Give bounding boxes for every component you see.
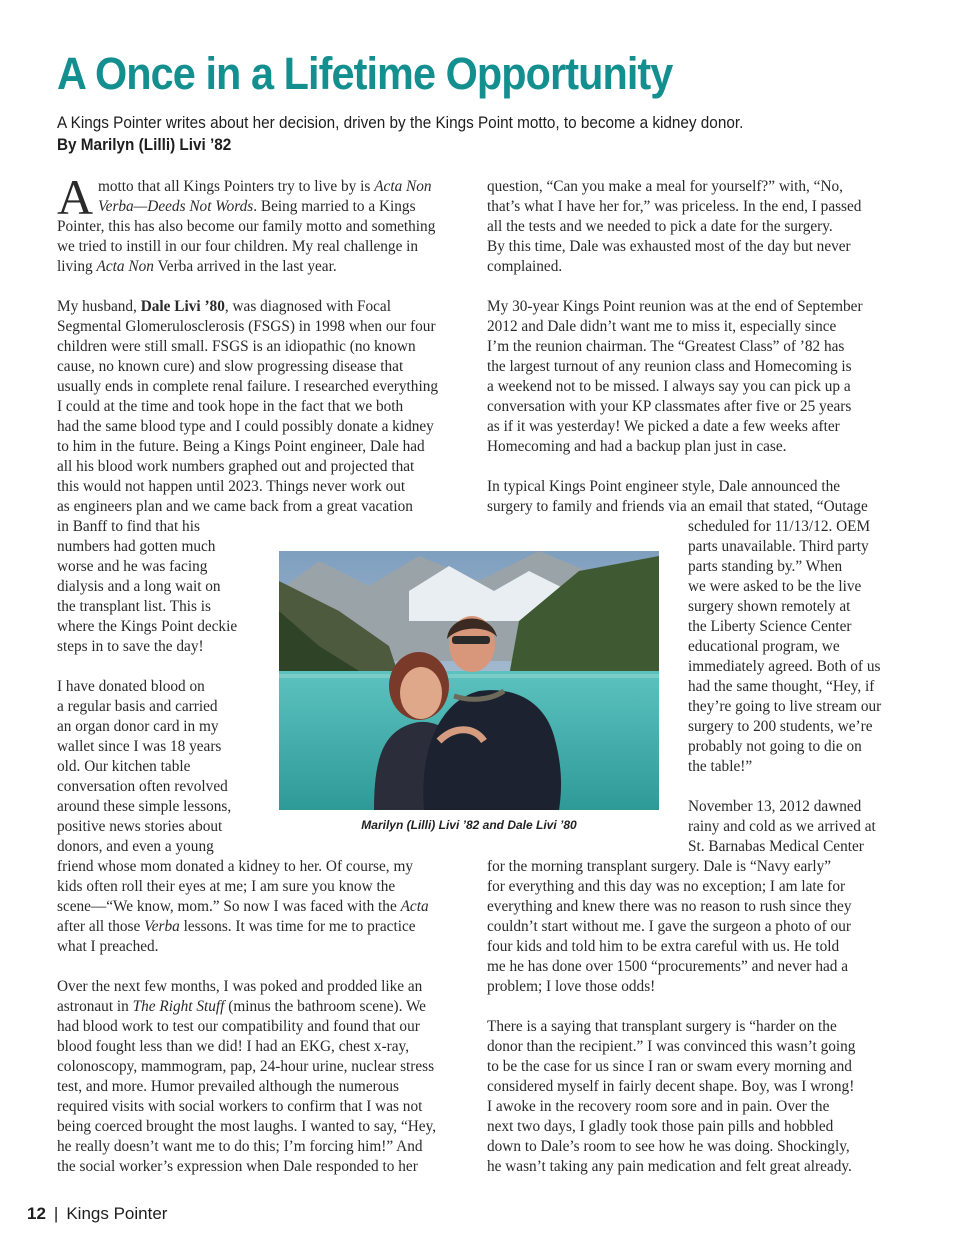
text-line: donor than the recipient.” I was convinced this wasn’t going bbox=[487, 1038, 856, 1055]
text-line: test, and more. Humor prevailed although the numerous bbox=[57, 1078, 399, 1095]
text-line: for everything and this day was no exception; I am late for bbox=[487, 878, 846, 895]
text-line: that’s what I have her for,” was priceless. In the end, I passed bbox=[487, 198, 862, 215]
text-line: the table!” bbox=[688, 758, 753, 775]
text-line: blood fought less than we did! I had an EKG, chest x-ray, bbox=[57, 1038, 410, 1055]
text-line: educational program, we bbox=[688, 638, 840, 655]
text-line: down to Dale’s room to see how he was doing. Shockingly, bbox=[487, 1138, 850, 1155]
text-line: probably not going to die on bbox=[688, 738, 862, 755]
text-line: had blood work to test our compatibility and found that our bbox=[57, 1018, 420, 1035]
paragraph-5 bbox=[487, 177, 897, 277]
text-line: to be the case for us since I ran or swam every morning and bbox=[487, 1058, 852, 1075]
text-line: we were asked to be the live bbox=[688, 578, 862, 595]
text-line: as engineers plan and we came back from a great vacation bbox=[57, 498, 413, 515]
text-line: living Acta Non Verba arrived in the last year. bbox=[57, 258, 337, 275]
text-line: Pointer, this has also become our family motto and something bbox=[57, 218, 436, 235]
text-line: the largest turnout of any reunion class and Homecoming is bbox=[487, 358, 852, 375]
text-line: positive news stories about bbox=[57, 818, 223, 835]
text-line: he really doesn’t want me to do this; I’m forcing him!” And bbox=[57, 1138, 423, 1155]
text-line: considered myself in fairly decent shape. Boy, was I wrong! bbox=[487, 1078, 855, 1095]
article-subtitle: A Kings Pointer writes about her decision, driven by the Kings Point motto, to become a kidney donor. bbox=[57, 113, 744, 132]
text-line: four kids and told him to be extra careful with us. He told bbox=[487, 938, 840, 955]
text-line: where the Kings Point deckie bbox=[57, 618, 238, 635]
text-line: next two days, I gladly took those pain pills and hobbled bbox=[487, 1118, 834, 1135]
page-footer bbox=[27, 1204, 167, 1224]
text-line: colonoscopy, mammogram, pap, 24-hour urine, nuclear stress bbox=[57, 1058, 435, 1075]
text-line: in Banff to find that his bbox=[57, 518, 200, 535]
paragraph-9 bbox=[487, 1017, 897, 1177]
text-line: I have donated blood on bbox=[57, 678, 205, 695]
text-line: an organ donor card in my bbox=[57, 718, 219, 735]
text-line: the social worker’s expression when Dale responded to her bbox=[57, 1158, 418, 1175]
text-line: My husband, Dale Livi ’80, was diagnosed with Focal bbox=[57, 298, 391, 315]
text-line: I could at the time and took hope in the fact that we both bbox=[57, 398, 404, 415]
text-line: all his blood work numbers graphed out and projected that bbox=[57, 458, 415, 475]
paragraph-6 bbox=[487, 297, 897, 457]
footer-separator: | bbox=[53, 1204, 59, 1223]
text-line: My 30-year Kings Point reunion was at the end of September bbox=[487, 298, 863, 315]
text-line: Verba—Deeds Not Words. Being married to a Kings bbox=[98, 198, 416, 215]
text-line: all the tests and we needed to pick a date for the surgery. bbox=[487, 218, 833, 235]
text-line: children were still small. FSGS is an idiopathic (no known bbox=[57, 338, 416, 355]
text-line: Segmental Glomerulosclerosis (FSGS) in 1998 when our four bbox=[57, 318, 436, 335]
text-line: worse and he was facing bbox=[57, 558, 208, 575]
text-line: usually ends in complete renal failure. I researched everything bbox=[57, 378, 438, 395]
text-line: around these simple lessons, bbox=[57, 798, 232, 815]
text-line: we tried to instill in our four children. My real challenge in bbox=[57, 238, 419, 255]
text-line: this would not happen until 2023. Things never work out bbox=[57, 478, 406, 495]
text-line: immediately agreed. Both of us bbox=[688, 658, 881, 675]
text-line: question, “Can you make a meal for yourself?” with, “No, bbox=[487, 178, 843, 195]
text-line: astronaut in The Right Stuff (minus the bathroom scene). We bbox=[57, 998, 426, 1015]
text-line: a regular basis and carried bbox=[57, 698, 218, 715]
text-line: donors, and even a young bbox=[57, 838, 214, 855]
text-line: Homecoming and had a backup plan just in case. bbox=[487, 438, 787, 455]
text-line: after all those Verba lessons. It was time for me to practice bbox=[57, 918, 416, 935]
text-line: scheduled for 11/13/12. OEM bbox=[688, 518, 871, 535]
text-line: scene—“We know, mom.” So now I was faced with the Acta bbox=[57, 898, 429, 915]
text-line: friend whose mom donated a kidney to her. Of course, my bbox=[57, 858, 413, 875]
text-line: motto that all Kings Pointers try to live by is Acta Non bbox=[98, 178, 432, 195]
text-line: old. Our kitchen table bbox=[57, 758, 191, 775]
text-line: There is a saying that transplant surgery is “harder on the bbox=[487, 1018, 837, 1035]
text-line: I awoke in the recovery room sore and in pain. Over the bbox=[487, 1098, 830, 1115]
text-line: required visits with social workers to confirm that I was not bbox=[57, 1098, 423, 1115]
text-line: had the same blood type and I could possibly donate a kidney bbox=[57, 418, 434, 435]
text-line: numbers had gotten much bbox=[57, 538, 216, 555]
text-line: surgery shown remotely at bbox=[688, 598, 851, 615]
article-byline: By Marilyn (Lilli) Livi ’82 bbox=[57, 135, 232, 154]
text-line: parts standing by.” When bbox=[688, 558, 843, 575]
text-line: the transplant list. This is bbox=[57, 598, 211, 615]
text-line: couldn’t start without me. I gave the surgeon a photo of our bbox=[487, 918, 851, 935]
text-line: they’re going to live stream our bbox=[688, 698, 882, 715]
text-line: to him in the future. Being a Kings Point engineer, Dale had bbox=[57, 438, 425, 455]
text-line: St. Barnabas Medical Center bbox=[688, 838, 864, 855]
drop-cap: A bbox=[57, 169, 94, 225]
text-line: being coerced brought the most laughs. I wanted to say, “Hey, bbox=[57, 1118, 437, 1135]
text-line: the Liberty Science Center bbox=[688, 618, 852, 635]
text-line: I’m the reunion chairman. The “Greatest Class” of ’82 has bbox=[487, 338, 845, 355]
text-line: Over the next few months, I was poked and prodded like an bbox=[57, 978, 423, 995]
text-line: had the same thought, “Hey, if bbox=[688, 678, 875, 695]
publication-name: Kings Pointer bbox=[66, 1204, 168, 1223]
photo-caption: Marilyn (Lilli) Livi ’82 and Dale Livi ’80 bbox=[361, 818, 577, 832]
text-line: as if it was yesterday! We picked a date a few weeks after bbox=[487, 418, 840, 435]
text-line: problem; I love those odds! bbox=[487, 978, 656, 995]
couple-photo bbox=[279, 551, 659, 810]
text-line: what I preached. bbox=[57, 938, 159, 955]
text-line: surgery to family and friends via an email that stated, “Outage bbox=[487, 498, 868, 515]
text-line: steps in to save the day! bbox=[57, 638, 204, 655]
text-line: for the morning transplant surgery. Dale is “Navy early” bbox=[487, 858, 832, 875]
text-line: By this time, Dale was exhausted most of the day but never bbox=[487, 238, 851, 255]
text-line: kids often roll their eyes at me; I am sure you know the bbox=[57, 878, 396, 895]
text-line: cause, no known cure) and slow progressing disease that bbox=[57, 358, 404, 375]
article-title: A Once in a Lifetime Opportunity bbox=[57, 48, 673, 99]
text-line: wallet since I was 18 years bbox=[57, 738, 222, 755]
text-line: dialysis and a long wait on bbox=[57, 578, 221, 595]
text-line: complained. bbox=[487, 258, 563, 275]
text-line: surgery to 200 students, we’re bbox=[688, 718, 873, 735]
text-line: rainy and cold as we arrived at bbox=[688, 818, 876, 835]
text-line: 2012 and Dale didn’t want me to miss it, especially since bbox=[487, 318, 837, 335]
text-line: he wasn’t taking any pain medication and felt great already. bbox=[487, 1158, 852, 1175]
page-number: 12 bbox=[27, 1204, 46, 1223]
text-line: conversation with your KP classmates after five or 25 years bbox=[487, 398, 852, 415]
paragraph-1 bbox=[57, 177, 457, 277]
text-line: me he has done over 1500 “procurements” and never had a bbox=[487, 958, 849, 975]
text-line: everything and knew there was no reason to rush since they bbox=[487, 898, 852, 915]
text-line: In typical Kings Point engineer style, Dale announced the bbox=[487, 478, 841, 495]
paragraph-4 bbox=[57, 977, 457, 1177]
text-line: a weekend not to be missed. I always say you can pick up a bbox=[487, 378, 851, 395]
text-line: parts unavailable. Third party bbox=[688, 538, 869, 555]
text-line: conversation often revolved bbox=[57, 778, 228, 795]
text-line: November 13, 2012 dawned bbox=[688, 798, 862, 815]
